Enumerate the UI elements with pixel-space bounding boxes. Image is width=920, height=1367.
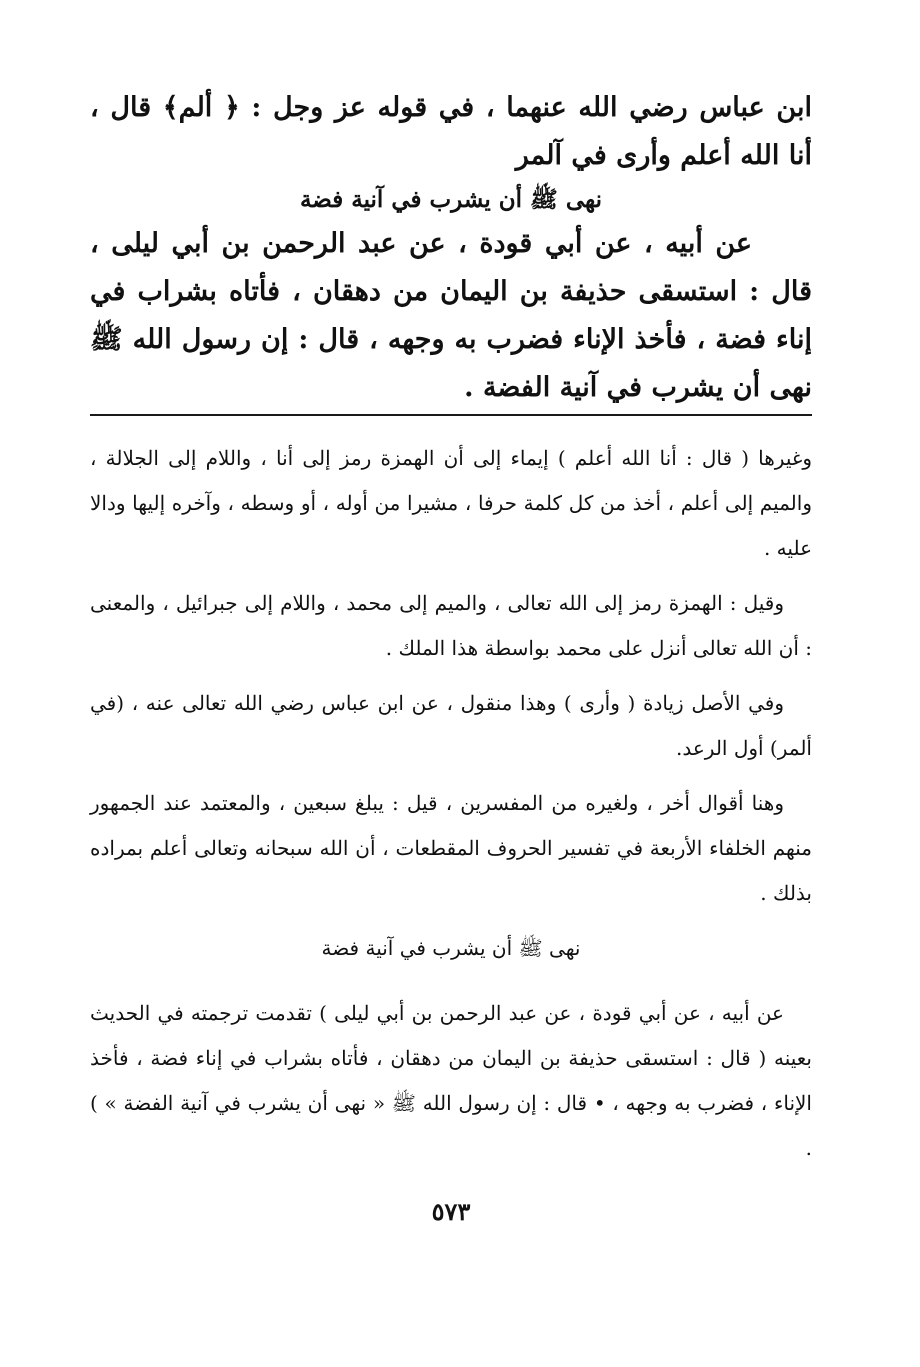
note-paragraph-1: وغيرها ( قال : أنا الله أعلم ) إيماء إلى أن الهمزة رمز إلى أنا ، واللام إلى الجلالة ، والميم إلى أعلم ، أخذ من كل كلمة حرفا ، مشيرا من أوله ، أو وسطه ، وآخره إليها ودالا عليه . [90,446,812,560]
document-page [90,0,812,1367]
section-heading: نهى ﷺ أن يشرب في آنية فضة [299,186,603,213]
main-text [90,84,812,412]
intro-paragraph: ابن عباس رضي الله عنهما ، في قوله عز وجل : ﴿ ألم﴾ قال ، أنا الله أعلم وأرى في آلمر [90,92,812,171]
note-heading: نهى ﷺ أن يشرب في آنية فضة [321,936,581,960]
note-paragraph-3: وفي الأصل زيادة ( وأرى ) وهذا منقول ، عن ابن عباس رضي الله تعالى عنه ، (في ألمر) أول الرعد. [90,691,812,760]
note-paragraph-5: عن أبيه ، عن أبي قودة ، عن عبد الرحمن بن أبي ليلى ) تقدمت ترجمته في الحديث بعينه ( قال : استسقى حذيفة بن اليمان من دهقان ، فأتاه بشراب في إناء فضة ، فأخذ الإناء ، فضرب به وجهه ، • قال : إن رسول الله ﷺ « نهى أن يشرب في آنية الفضة » ) . [90,1001,812,1160]
commentary-text [90,436,812,1181]
note-paragraph-2: وقيل : الهمزة رمز إلى الله تعالى ، والميم إلى محمد ، واللام إلى جبرائيل ، والمعنى : أن الله تعالى أنزل على محمد بواسطة هذا الملك . [90,591,812,660]
page-number: ٥٧٣ [431,1197,471,1226]
hadith-paragraph: عن أبيه ، عن أبي قودة ، عن عبد الرحمن بن أبي ليلى ، قال : استسقى حذيفة بن اليمان من دهقان ، فأتاه بشراب في إناء فضة ، فأخذ الإناء فضرب به وجهه ، قال : إن رسول الله ﷺ نهى أن يشرب في آنية الفضة . [90,228,812,403]
note-paragraph-4: وهنا أقوال أخر ، ولغيره من المفسرين ، قيل : يبلغ سبعين ، والمعتمد عند الجمهور منهم الخلفاء الأربعة في تفسير الحروف المقطعات ، أن الله سبحانه وتعالى أعلم بمراده بذلك . [90,791,812,905]
footnote-divider [90,414,812,416]
